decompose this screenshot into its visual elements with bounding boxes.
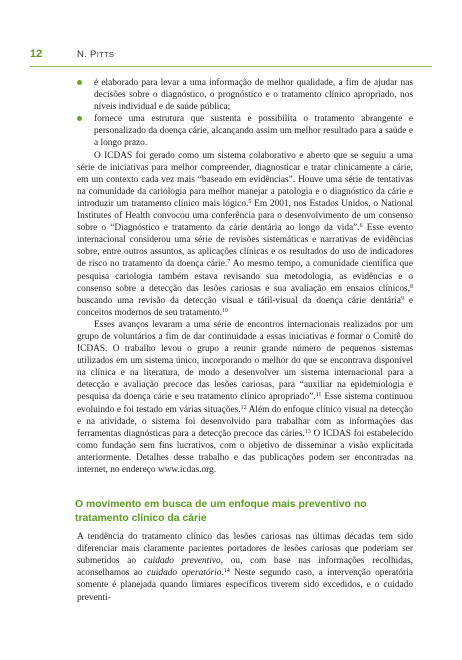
- author-initial: N. P: [77, 49, 97, 60]
- bullet-item: [77, 77, 413, 113]
- text-run: e conceitos modernos de seu tratamento.: [77, 295, 414, 318]
- reference-superscript: 5: [248, 198, 252, 205]
- bullet-text: é elaborado para levar a uma informação de melhor qualidade, a fim de ajudar nas decisões sobre o diagnóstico, o prognóstico e o tratamento clínico apropriado, nos níveis individual e de saúde pública;: [94, 78, 413, 113]
- running-header: [30, 48, 432, 64]
- text-run: Além do enfoque clínico visual na detecção e na atividade, o sistema foi desenvolvido para trabalhar com as informações das ferramentas diagnósticas para a detecção precoce das cáries.: [77, 404, 413, 439]
- header-rule: [30, 66, 432, 67]
- text-run: O ICDAS foi gerado como um sistema colaborativo e aberto que se seguiu a uma série de iniciativas para melhor compreender, diagnosticar e tratar clinicamente a cárie, em um contexto cada vez mais “baseado em evidências”. Houve uma série de tentativas na comunidade da cariologia para melhor manejar a patologia e o diagnóstico da cárie e introduzir um tratamento clínico mais lógico.: [77, 150, 413, 209]
- text-run: Esses avanços levaram a uma série de encontros internacionais realizados por um grupo de voluntários a fim de dar continuidade a essas iniciativas e formar o Comitê do ICDAS. O trabalho levou o grupo a reunir grande número de pequenos sistemas utilizados em um sistema único, incorporando o melhor do que se encontrava disponível na clínica e na literatura, de modo a desenvolver um sistema internacional para a detecção e avaliação precoce das lesões cariosas, para “auxiliar na epidemiologia e pesquisa da doença cárie e seu tratamento clínico apropriado”.: [77, 319, 413, 403]
- page-body: [77, 77, 413, 604]
- body-paragraph: [77, 531, 413, 604]
- section-heading: O movimento em busca de um enfoque mais preventivo no tratamento clínico da cárie: [75, 499, 367, 524]
- text-run: buscando uma revisão da detecção visual e tátil-visual da doença cárie dentária: [77, 295, 401, 306]
- reference-superscript: 8: [410, 283, 413, 290]
- text-run: Esse evento internacional considerou uma série de revisões sistemáticas e narrativas de evidências sobre, entre outros assuntos, as aplicações clínicas e os resultados do uso de indicadores de risco no tratamento da doença cárie.: [77, 223, 413, 270]
- reference-superscript: 9: [400, 295, 404, 302]
- bullet-text: fornece uma estrutura que sustenta e possibilita o tratamento abrangente e personalizado da doença cárie, alcançando assim um melhor resultado para a saúde e a longo prazo.: [94, 114, 413, 149]
- reference-superscript: 14: [223, 568, 230, 575]
- author-rest: ITTS: [96, 50, 115, 59]
- body-paragraph: [77, 319, 413, 476]
- bullet-list: [77, 77, 413, 150]
- page-number: 12: [30, 48, 43, 60]
- text-run: Esse sistema continuou evoluindo e foi testado em várias situações.: [77, 392, 413, 415]
- reference-superscript: 11: [315, 392, 322, 399]
- body-paragraph: [77, 150, 413, 319]
- bullet-item: [77, 113, 413, 149]
- bullet-dot-icon: [77, 80, 82, 85]
- italic-term: cuidado operatório: [146, 568, 222, 579]
- italic-term: cuidado preventivo: [143, 556, 221, 567]
- text-run: Neste segundo caso, a intervenção operatória somente é planejada quando limiares específicos tiverem sido excedidos, e o cuidado preventi-: [77, 568, 413, 603]
- text-run: .: [221, 568, 224, 579]
- running-head-author: [77, 49, 114, 60]
- text-run: , ou, com base nas informações recolhidas, aconselhamos ao: [77, 556, 414, 579]
- text-run: A tendência do tratamento clínico das lesões cariosas nas últimas décadas tem sido diferenciar mais claramente pacientes portadores de lesões cariosas que poderiam ser submetidos ao: [77, 532, 413, 567]
- reference-superscript: 6: [359, 223, 363, 230]
- reference-superscript: 13: [304, 428, 311, 435]
- text-run: Ao mesmo tempo, a comunidade científica que pesquisa cariologia também estava revisando sua metodologia, as evidências e o consenso sobre a detecção das lesões cariosas e sua avaliação em ensaios clínicos,: [77, 259, 413, 294]
- bullet-dot-icon: [77, 116, 82, 121]
- reference-superscript: 12: [240, 404, 247, 411]
- text-run: Em 2001, nos Estados Unidos, o National Institutes of Health convocou uma conferência para o desenvolvimento de um consenso sobre o “Diagnóstico e tratamento da cárie dentária ao longo da vida”.: [77, 198, 414, 234]
- reference-superscript: 10: [222, 307, 229, 314]
- reference-superscript: 7: [227, 259, 231, 266]
- text-run: O ICDAS foi estabelecido como fundação sem fins lucrativos, com o objetivo de disseminar a visão explicitada anteriormente. Detalhes desse trabalho e das publicações podem ser encontradas na internet, no endereço www.icdas.org.: [77, 428, 413, 475]
